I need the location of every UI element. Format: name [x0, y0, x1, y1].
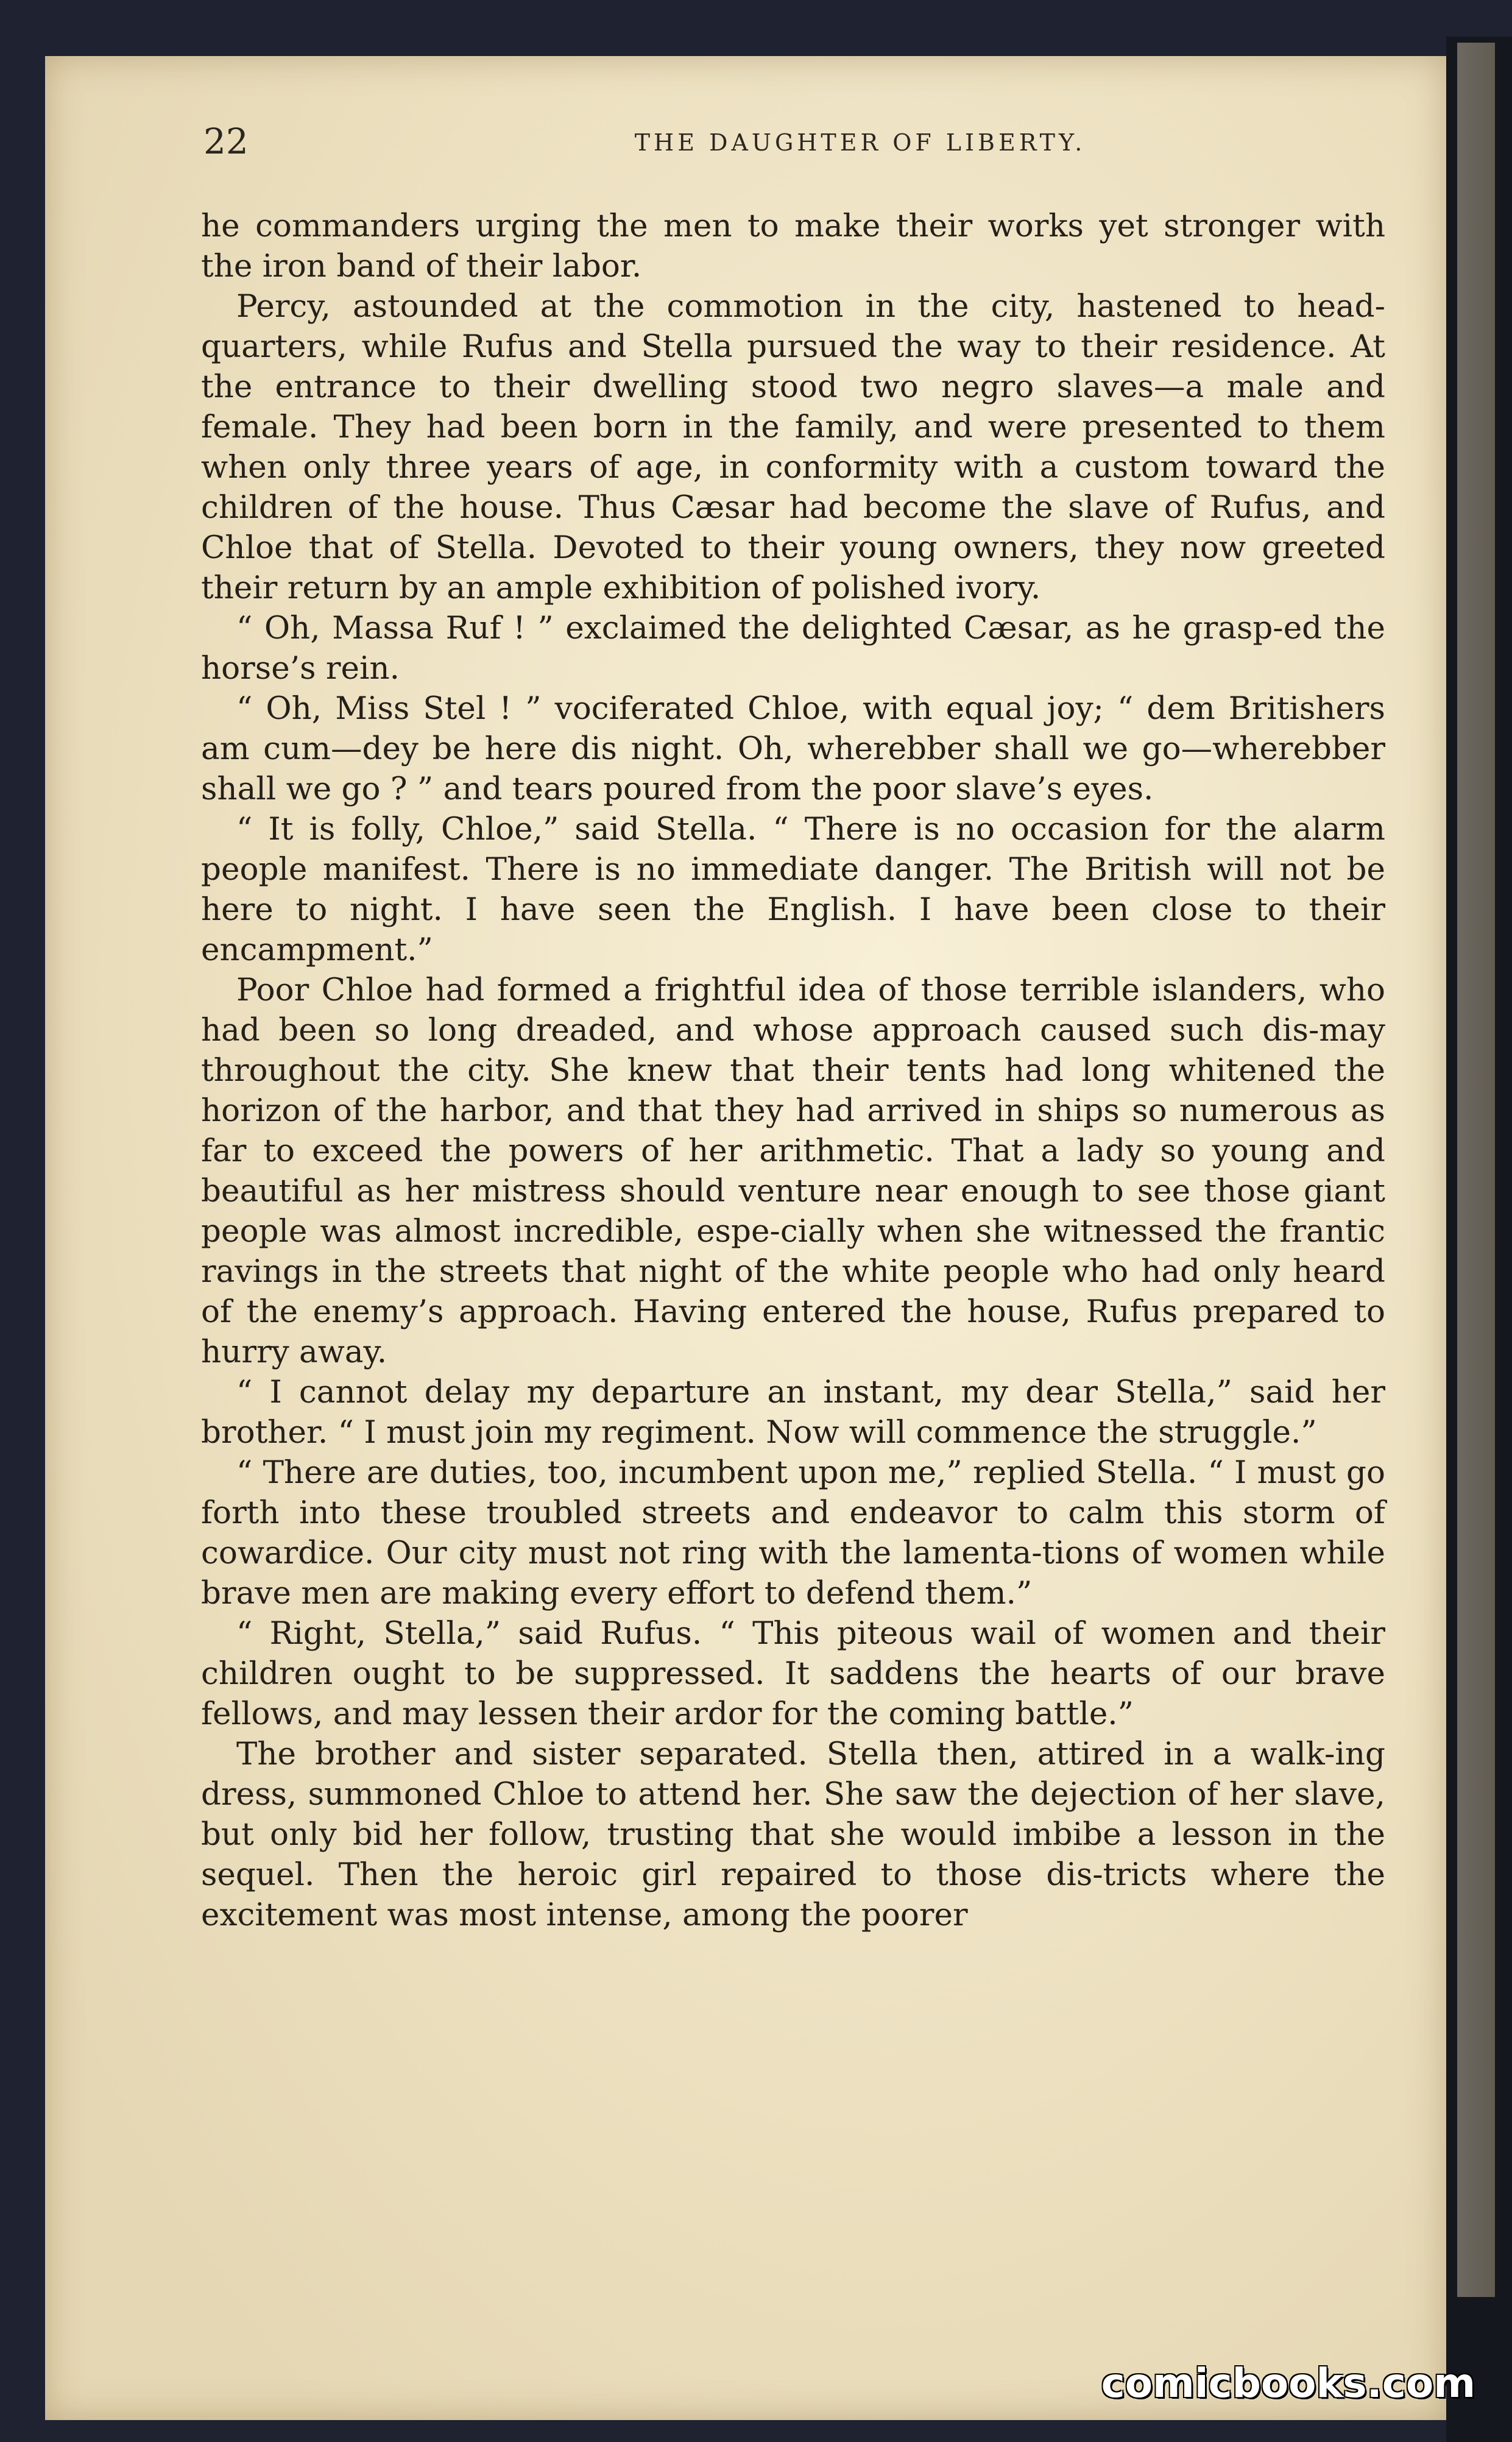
- paragraph: Poor Chloe had formed a frightful idea of those terrible islanders, who had been so long dreaded, and whose approach caused such dis-may throughout the city. She knew that their tents had long whitened the horizon of the harbor, and that they had arrived in ships so numerous as far to exceed the powers of her arithmetic. That a lady so young and beautiful as her mistress should venture near enough to see those giant people was almost incredible, espe-cially when she witnessed the frantic ravings in the streets that night of the white people who had only heard of the enemy’s approach. Having entered the house, Rufus prepared to hurry away.: [201, 972, 1385, 1370]
- watermark-text: comicbooks.com: [1101, 2360, 1475, 2407]
- paragraph: he commanders urging the men to make their works yet stronger with the iron band of their labor.: [201, 208, 1385, 285]
- paragraph: “ There are duties, too, incumbent upon me,” replied Stella. “ I must go forth into these troubled streets and endeavor to calm this storm of cowardice. Our city must not ring with the lamenta-tions of women while brave men are making every effort to defend them.”: [201, 1454, 1385, 1612]
- body-text: [201, 206, 1385, 1935]
- running-title: THE DAUGHTER OF LIBERTY.: [634, 129, 1086, 156]
- page-header: [160, 116, 1378, 171]
- page-number: 22: [203, 121, 249, 162]
- paragraph: “ Oh, Miss Stel ! ” vociferated Chloe, with equal joy; “ dem Britishers am cum—dey be here dis night. Oh, wherebber shall we go—wherebber shall we go ? ” and tears poured from the poor slave’s eyes.: [201, 690, 1385, 807]
- paragraph: “ Right, Stella,” said Rufus. “ This piteous wail of women and their children ought to be suppressed. It saddens the hearts of our brave fellows, and may lessen their ardor for the coming battle.”: [201, 1615, 1385, 1732]
- paragraph: Percy, astounded at the commotion in the city, hastened to head-quarters, while Rufus and Stella pursued the way to their residence. At the entrance to their dwelling stood two negro slaves—a male and female. They had been born in the family, and were presented to them when only three years of age, in conformity with a custom toward the children of the house. Thus Cæsar had become the slave of Rufus, and Chloe that of Stella. Devoted to their young owners, they now greeted their return by an ample exhibition of polished ivory.: [201, 288, 1385, 606]
- facing-page-edge: [1457, 43, 1495, 2297]
- paragraph: “ I cannot delay my departure an instant, my dear Stella,” said her brother. “ I must join my regiment. Now will commence the struggle.”: [201, 1374, 1385, 1451]
- paragraph: “ Oh, Massa Ruf ! ” exclaimed the delighted Cæsar, as he grasp-ed the horse’s rein.: [201, 610, 1385, 687]
- paragraph: “ It is folly, Chloe,” said Stella. “ There is no occasion for the alarm people manifest. There is no immediate danger. The British will not be here to night. I have seen the English. I have been close to their encampment.”: [201, 811, 1385, 968]
- paragraph: The brother and sister separated. Stella then, attired in a walk-ing dress, summoned Chloe to attend her. She saw the dejection of her slave, but only bid her follow, trusting that she would imbibe a lesson in the sequel. Then the heroic girl repaired to those dis-tricts where the excitement was most intense, among the poorer: [201, 1736, 1385, 1933]
